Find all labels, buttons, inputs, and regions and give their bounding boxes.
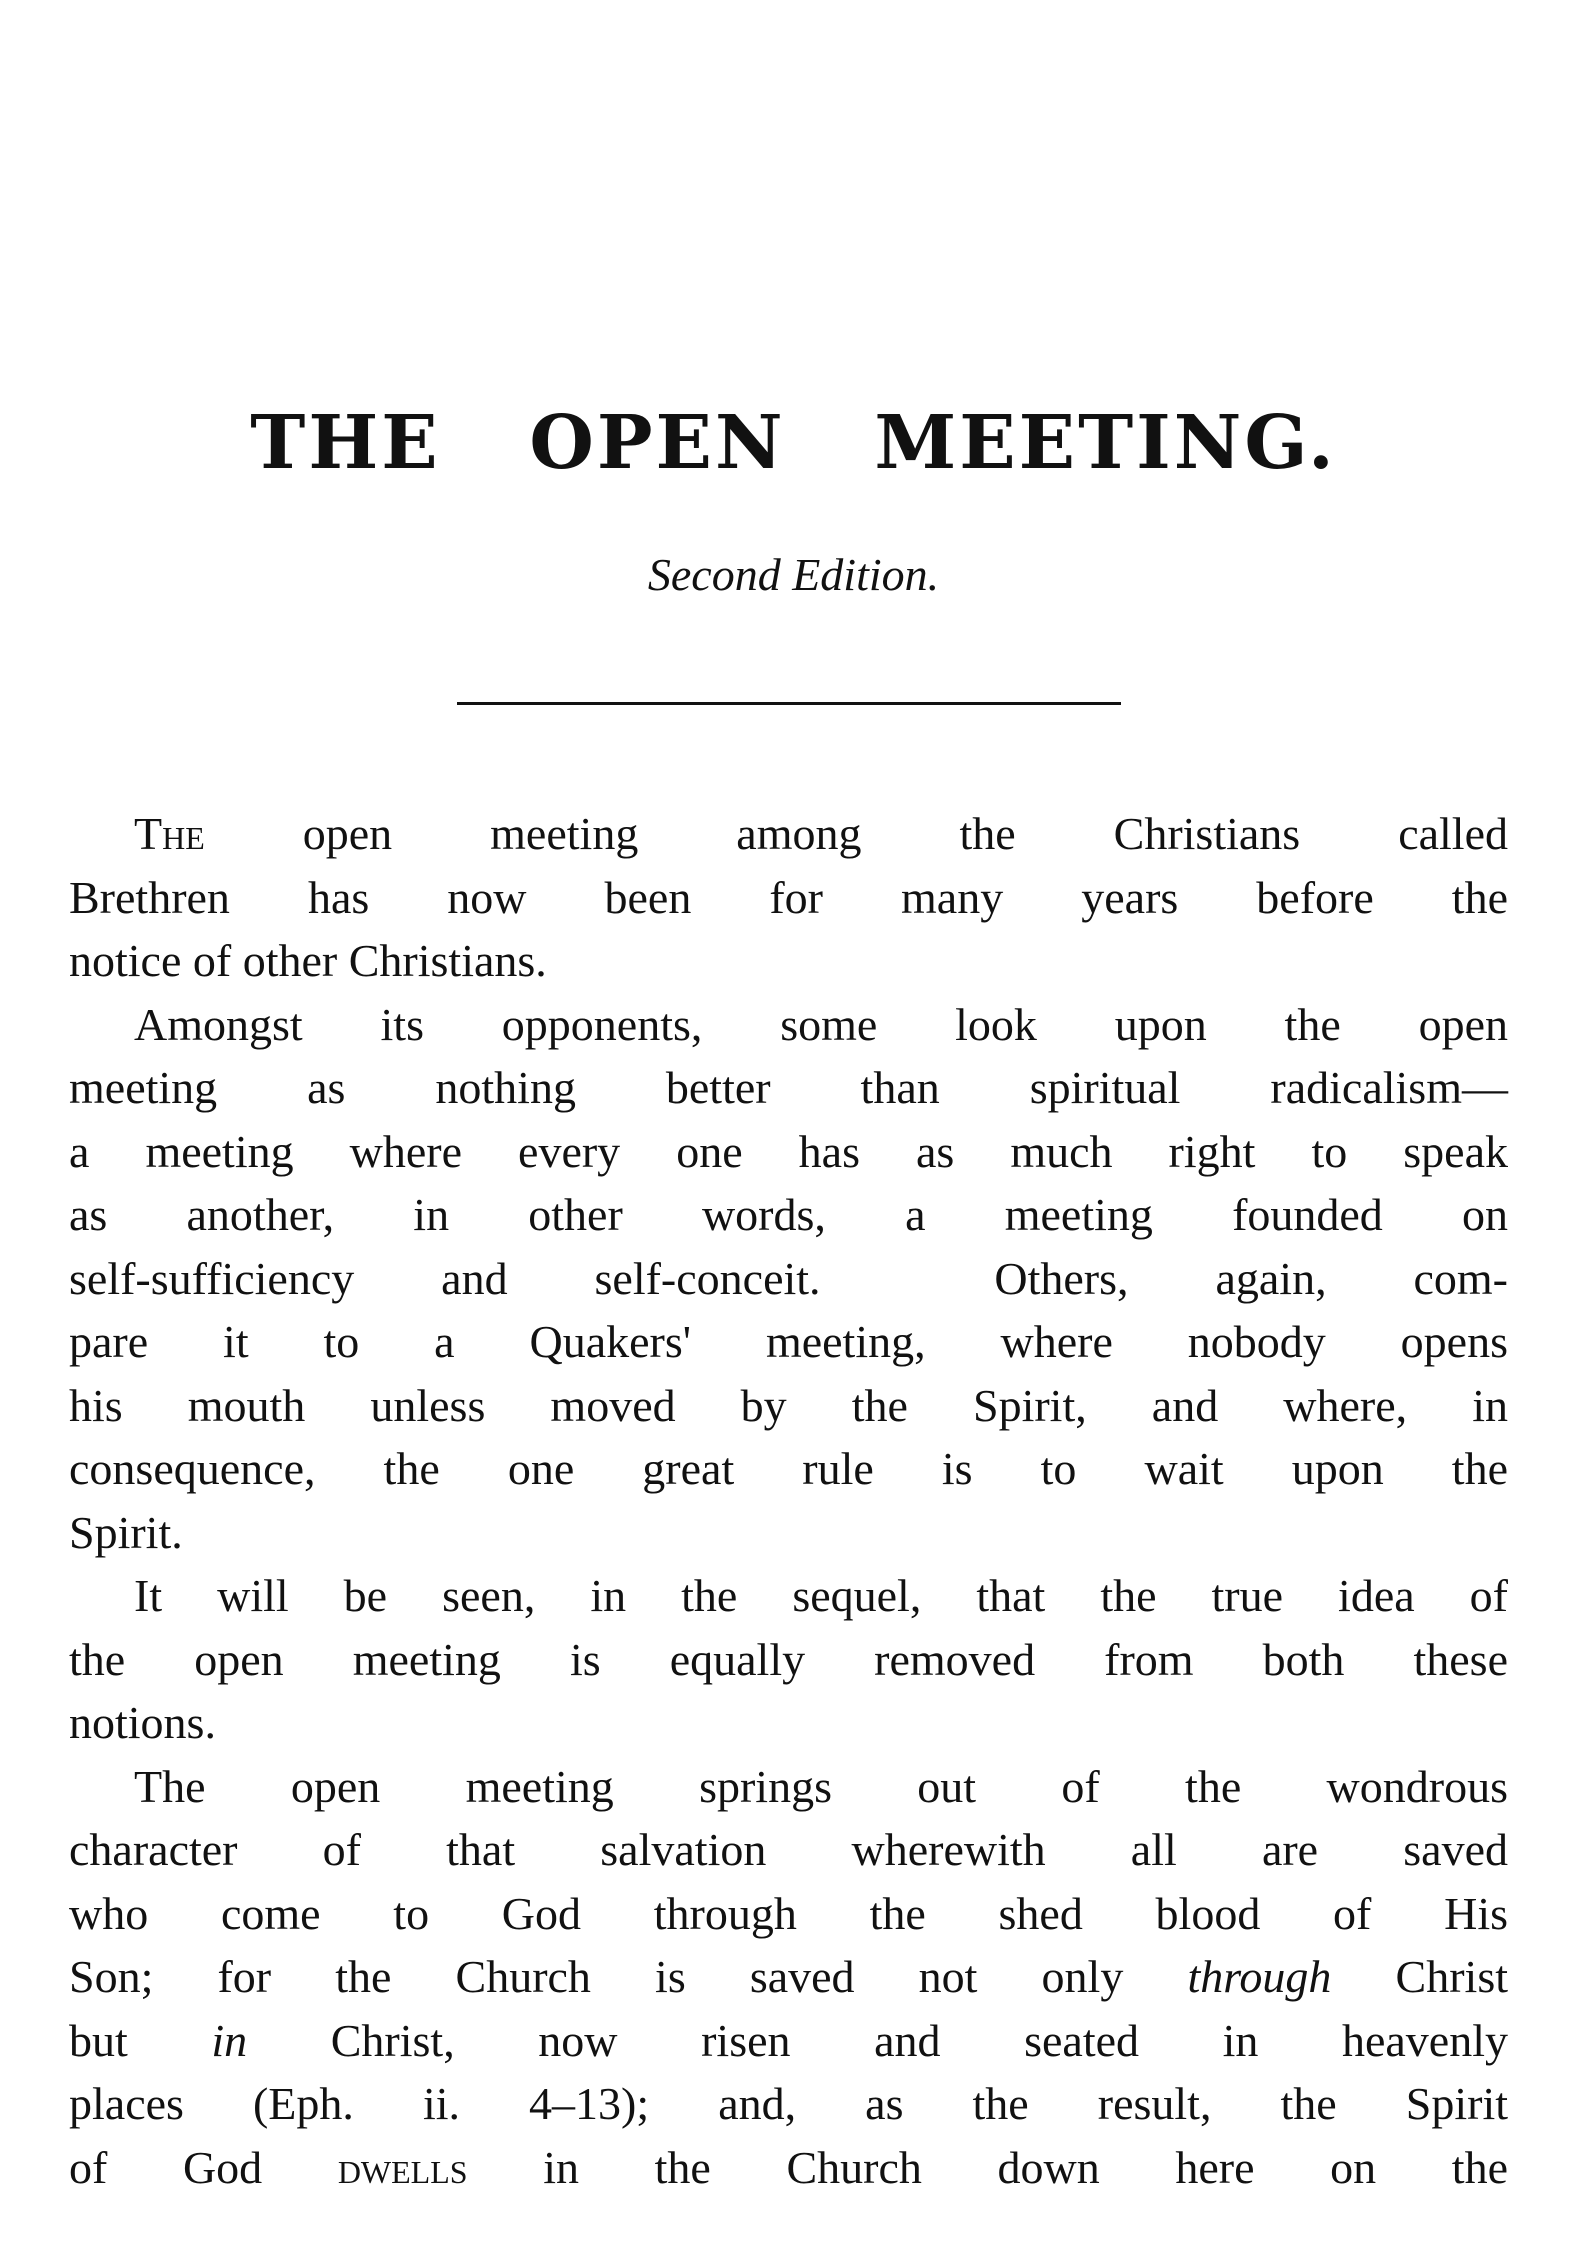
text-segment: the open meeting is equally removed from both these	[69, 1633, 1508, 1685]
text-line	[69, 2072, 1508, 2136]
text-segment: Amongst its opponents, some look upon the open	[134, 998, 1508, 1050]
text-segment: his mouth unless moved by the Spirit, and where, in	[69, 1379, 1508, 1431]
text-line	[69, 1310, 1508, 1374]
text-line	[69, 929, 1508, 993]
text-line	[69, 2009, 1508, 2073]
edition-subtitle: Second Edition.	[647, 549, 940, 600]
text-line	[69, 1374, 1508, 1438]
text-segment: Spirit.	[69, 1506, 183, 1558]
text-segment: Christ, now risen and seated in heavenly	[247, 2014, 1509, 2066]
italic-text: through	[1187, 1951, 1332, 2002]
text-line	[69, 1247, 1508, 1311]
text-segment: pare it to a Quakers' meeting, where nobody opens	[69, 1316, 1508, 1367]
text-line	[134, 1755, 1508, 1819]
text-segment: as another, in other words, a meeting founded on	[69, 1189, 1508, 1240]
text-segment: The open meeting springs out of the wondrous	[134, 1760, 1508, 1812]
text-line	[69, 1437, 1508, 1501]
text-line	[69, 1501, 1508, 1565]
text-line	[69, 1628, 1508, 1692]
text-segment: open meeting among the Christians called	[204, 808, 1508, 859]
italic-text: in	[211, 2014, 248, 2066]
text-segment: notice of other Christians.	[69, 935, 547, 986]
text-line	[134, 802, 1508, 866]
text-line	[69, 1882, 1508, 1946]
page-title: THE OPEN MEETING.	[250, 400, 1337, 486]
text-line	[69, 1818, 1508, 1882]
text-line	[69, 1120, 1508, 1184]
text-segment: places (Eph. ii. 4–13); and, as the result, the Spirit	[69, 2078, 1508, 2129]
text-segment: of God	[69, 2141, 338, 2193]
text-line	[69, 1691, 1508, 1755]
text-segment: who come to God through the shed blood of His	[69, 1887, 1508, 1939]
text-segment: but	[69, 2014, 212, 2066]
text-segment: character of that salvation wherewith all are saved	[69, 1824, 1508, 1875]
text-segment: notions.	[69, 1697, 216, 1748]
text-segment: Christ	[1331, 1951, 1509, 2002]
text-segment: in the Church down here on the	[467, 2141, 1508, 2193]
text-line	[69, 1945, 1508, 2009]
text-segment: meeting as nothing better than spiritual radicalism—	[69, 1062, 1508, 1113]
text-line	[69, 1183, 1508, 1247]
text-segment: self-sufficiency and self-conceit. Others, again, com-	[69, 1252, 1508, 1304]
divider-rule	[457, 702, 1121, 705]
text-line	[69, 1056, 1508, 1120]
text-line	[69, 2136, 1508, 2200]
text-line	[134, 993, 1508, 1057]
text-segment: It will be seen, in the sequel, that the true idea of	[134, 1570, 1508, 1621]
text-line	[69, 866, 1508, 930]
small-caps-text: The	[134, 808, 205, 859]
small-caps-text: dwells	[337, 2141, 468, 2193]
text-line	[134, 1564, 1508, 1628]
text-segment: a meeting where every one has as much right to speak	[69, 1125, 1508, 1177]
text-segment: Brethren has now been for many years before the	[69, 871, 1508, 923]
text-segment: Son; for the Church is saved not only	[69, 1951, 1188, 2002]
text-segment: consequence, the one great rule is to wait upon the	[69, 1443, 1508, 1494]
